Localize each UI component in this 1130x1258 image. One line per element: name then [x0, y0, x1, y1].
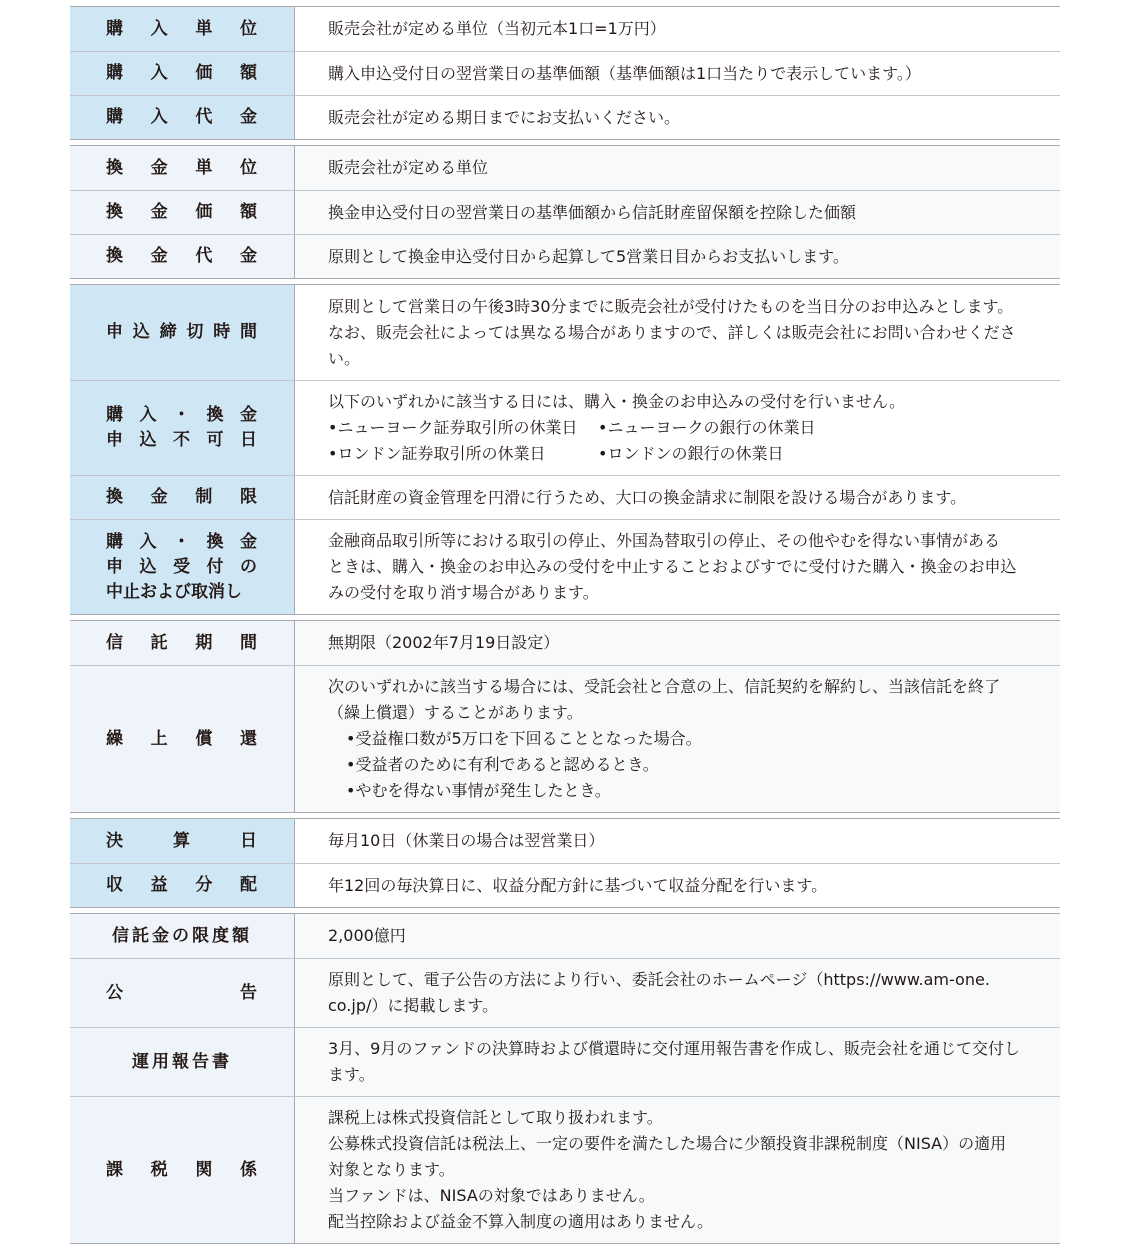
table-row [70, 95, 1060, 139]
label-text: 購 入 代 金 [106, 107, 258, 127]
table-row [70, 1096, 1060, 1243]
table-row [70, 380, 1060, 475]
row-value [295, 285, 1060, 380]
value-line: 2,000億円 [328, 926, 406, 945]
value-line: 換金申込受付日の翌営業日の基準価額から信託財産留保額を控除した価額 [328, 202, 857, 222]
row-label [70, 520, 295, 614]
bullet-item: •ロンドンの銀行の休業日 [598, 444, 784, 463]
value-line: 金融商品取引所等における取引の停止、外国為替取引の停止、その他やむを得ない事情がある [328, 531, 1001, 550]
row-label [70, 914, 295, 958]
value-line: 原則として換金申込受付日から起算して5営業日目からお支払いします。 [328, 246, 849, 266]
label-text: 換 金 価 額 [106, 202, 258, 222]
value-line: い。 [328, 348, 361, 368]
label-text: 信 託 期 間 [106, 632, 258, 653]
bullet-pair [328, 415, 1040, 441]
label-text: 購 入 単 位 [106, 18, 258, 39]
label-text: 購 入 価 額 [106, 63, 258, 83]
table-row [70, 863, 1060, 907]
table-row [70, 621, 1060, 665]
table-section [70, 620, 1060, 813]
bullet-item: •受益権口数が5万口を下回ることとなった場合。 [346, 729, 702, 748]
label-text: 公 告 [106, 982, 258, 1003]
value-line: 販売会社が定める期日までにお支払いください。 [328, 107, 681, 127]
row-value [295, 235, 1060, 278]
table-row [70, 519, 1060, 614]
fund-terms-table [70, 6, 1060, 1244]
row-value [295, 381, 1060, 475]
label-text: 換 金 制 限 [106, 487, 258, 507]
label-text: 換 金 代 金 [106, 246, 258, 266]
label-line: 申 込 不 可 日 [106, 430, 258, 450]
row-label [70, 191, 295, 234]
label-text: 繰 上 償 還 [106, 728, 258, 749]
row-value [295, 146, 1060, 190]
value-line: みの受付を取り消す場合があります。 [328, 583, 599, 602]
value-line: 公募株式投資信託は税法上、一定の要件を満たした場合に少額投資非課税制度（NISA）の適用 [328, 1134, 1007, 1153]
value-line: 以下のいずれかに該当する日には、購入・換金のお申込みの受付を行いません。 [328, 392, 905, 411]
bullet-pair [328, 441, 1040, 467]
label-line: 中止および取消し [106, 581, 242, 602]
bullet-item: •ロンドン証券取引所の休業日 [328, 444, 546, 463]
table-row [70, 234, 1060, 278]
table-row [70, 1027, 1060, 1096]
value-line: 購入申込受付日の翌営業日の基準価額（基準価額は1口当たりで表示しています。） [328, 63, 921, 83]
table-row [70, 190, 1060, 234]
value-line: 対象となります。 [328, 1160, 455, 1179]
table-row [70, 146, 1060, 190]
row-label [70, 146, 295, 190]
value-line: 次のいずれかに該当する場合には、受託会社と合意の上、信託契約を解約し、当該信託を終了 [328, 677, 1001, 696]
row-label [70, 959, 295, 1027]
value-line: 販売会社が定める単位（当初元本1口=1万円） [328, 19, 666, 38]
value-line: ます。 [328, 1065, 375, 1084]
row-value [295, 96, 1060, 139]
row-label [70, 7, 295, 51]
row-value [295, 819, 1060, 863]
table-row [70, 665, 1060, 812]
value-line: 信託財産の資金管理を円滑に行うため、大口の換金請求に制限を設ける場合があります。 [328, 487, 967, 507]
row-value [295, 914, 1060, 958]
value-line: なお、販売会社によっては異なる場合がありますので、詳しくは販売会社にお問い合わせくださ [328, 322, 1016, 342]
label-text: 決 算 日 [106, 830, 258, 851]
row-label [70, 621, 295, 665]
row-value [295, 1097, 1060, 1243]
value-line: 年12回の毎決算日に、収益分配方針に基づいて収益分配を行います。 [328, 875, 828, 895]
value-line: ときは、購入・換金のお申込みの受付を中止することおよびすでに受付けた購入・換金のお申込 [328, 557, 1017, 576]
value-line: 原則として営業日の午後3時30分までに販売会社が受付けたものを当日分のお申込みとします。 [328, 296, 1014, 316]
row-label [70, 864, 295, 907]
row-label [70, 666, 295, 812]
table-section [70, 6, 1060, 140]
value-line: （繰上償還）することがあります。 [328, 703, 583, 722]
value-line: 販売会社が定める単位 [328, 158, 489, 177]
table-row [70, 51, 1060, 95]
row-value [295, 666, 1060, 812]
row-value [295, 864, 1060, 907]
table-section [70, 145, 1060, 279]
table-section [70, 818, 1060, 908]
bullet-item: •ニューヨーク証券取引所の休業日 [328, 418, 578, 437]
value-line: 当ファンドは、NISAの対象ではありません。 [328, 1186, 655, 1205]
row-label [70, 381, 295, 475]
row-value [295, 7, 1060, 51]
value-line: co.jp/）に掲載します。 [328, 996, 499, 1015]
row-label [70, 235, 295, 278]
table-row [70, 285, 1060, 380]
table-section [70, 284, 1060, 615]
table-row [70, 958, 1060, 1027]
bullet-item: •受益者のために有利であると認めるとき。 [346, 755, 659, 774]
value-line: 配当控除および益金不算入制度の適用はありません。 [328, 1212, 713, 1231]
row-label [70, 476, 295, 519]
table-row [70, 914, 1060, 958]
label-text: 申 込 締 切 時 間 [106, 322, 258, 342]
table-section [70, 913, 1060, 1244]
row-value [295, 621, 1060, 665]
row-value [295, 1028, 1060, 1096]
bullet-item: •ニューヨークの銀行の休業日 [598, 418, 816, 437]
row-label [70, 1028, 295, 1096]
row-value [295, 52, 1060, 95]
row-label [70, 819, 295, 863]
row-value [295, 959, 1060, 1027]
bullet-item: •やむを得ない事情が発生したとき。 [346, 781, 611, 800]
row-label [70, 285, 295, 380]
label-line: 購 入 ・ 換 金 [106, 531, 258, 552]
value-line: 3月、9月のファンドの決算時および償還時に交付運用報告書を作成し、販売会社を通じて交付し [328, 1039, 1021, 1058]
label-text: 運用報告書 [132, 1051, 232, 1072]
label-text: 課 税 関 係 [106, 1159, 258, 1180]
label-line: 申 込 受 付 の [106, 556, 258, 577]
table-row [70, 819, 1060, 863]
value-line: 原則として、電子公告の方法により行い、委託会社のホームページ（https://www.am-one. [328, 970, 990, 989]
value-line: 課税上は株式投資信託として取り扱われます。 [328, 1108, 663, 1127]
row-value [295, 520, 1060, 614]
label-text: 収 益 分 配 [106, 875, 258, 895]
table-row [70, 475, 1060, 519]
label-text: 信託金の限度額 [112, 925, 252, 946]
label-text: 換 金 単 位 [106, 157, 258, 178]
row-label [70, 1097, 295, 1243]
row-value [295, 191, 1060, 234]
value-line: 無期限（2002年7月19日設定） [328, 633, 560, 652]
row-value [295, 476, 1060, 519]
row-label [70, 52, 295, 95]
row-label [70, 96, 295, 139]
table-row [70, 7, 1060, 51]
value-line: 毎月10日（休業日の場合は翌営業日） [328, 831, 605, 850]
label-line: 購 入 ・ 換 金 [106, 405, 258, 425]
